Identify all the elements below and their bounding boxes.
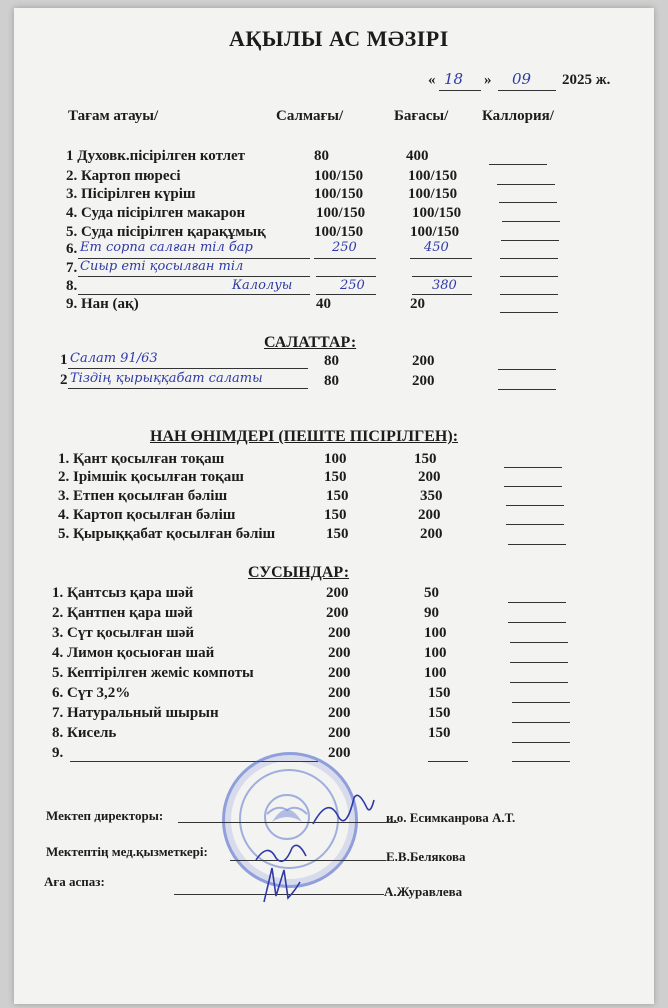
name-line — [78, 294, 310, 295]
calorie-line — [499, 202, 557, 203]
main-item-name-handwritten: Сиыр еті қосылған тіл — [80, 259, 244, 274]
handwritten-signature — [308, 786, 378, 832]
price-line — [410, 258, 472, 259]
drink-item-weight: 200 — [328, 625, 351, 641]
drink-item-weight: 200 — [328, 725, 351, 741]
drink-item-weight: 200 — [328, 645, 351, 661]
main-item-price-handwritten: 380 — [432, 278, 457, 293]
signature-role: Аға аспаз: — [44, 874, 105, 889]
weight-line — [316, 276, 376, 277]
main-item-weight: 100/150 — [314, 224, 364, 240]
salad-number: 2 — [60, 372, 68, 388]
price-line — [412, 276, 472, 277]
calorie-line — [501, 240, 559, 241]
calorie-line — [510, 642, 568, 643]
main-item-price: 100/150 — [412, 205, 462, 221]
weight-line — [316, 294, 376, 295]
header-name: Тағам атауы/ — [68, 108, 159, 124]
main-item-price: 400 — [406, 148, 429, 164]
drink-item-name: 2. Қантпен қара шәй — [52, 605, 193, 621]
drink-item-name: 4. Лимон қосыоған шай — [52, 645, 215, 661]
drink-item-name: 1. Қантсыз қара шәй — [52, 585, 194, 601]
salad-name-handwritten: Тіздің қырыққабат салаты — [70, 371, 263, 386]
bakery-item-price: 350 — [420, 488, 443, 504]
calorie-line — [512, 761, 570, 762]
drink-item-weight: 200 — [328, 745, 351, 761]
calorie-line — [512, 702, 570, 703]
drink-item-price: 150 — [428, 705, 451, 721]
calorie-line — [508, 544, 566, 545]
salad-price: 200 — [412, 373, 435, 389]
bakery-item-name: 3. Етпен қосылған бәліш — [58, 488, 228, 504]
price-line — [428, 761, 468, 762]
main-item-price: 100/150 — [408, 168, 458, 184]
bakery-item-weight: 150 — [326, 488, 349, 504]
name-line — [68, 388, 308, 389]
main-item-weight: 40 — [316, 296, 331, 312]
main-item-name: 4. Суда пісірілген макарон — [66, 205, 246, 221]
drink-item-name: 5. Кептірілген жеміс компоты — [52, 665, 254, 681]
bakery-item-name: 1. Қант қосылған тоқаш — [58, 451, 225, 467]
drink-item-weight: 200 — [326, 605, 349, 621]
drink-item-name: 7. Натуральный шырын — [52, 705, 219, 721]
drinks-title: СУСЫНДАР: — [248, 564, 350, 581]
header-calorie: Каллория/ — [482, 108, 554, 124]
drink-item-weight: 200 — [328, 705, 351, 721]
main-item-weight-handwritten: 250 — [332, 240, 357, 255]
handwritten-signature — [254, 862, 304, 908]
calorie-line — [506, 524, 564, 525]
menu-sheet — [14, 8, 654, 1004]
main-item-name-handwritten: Калолуы — [232, 278, 293, 293]
calorie-line — [500, 294, 558, 295]
bakery-item-weight: 150 — [324, 469, 347, 485]
drink-item-name: 9. — [52, 745, 64, 761]
calorie-line — [489, 164, 547, 165]
bakery-item-name: 4. Картоп қосылған бәліш — [58, 507, 236, 523]
calorie-line — [508, 602, 566, 603]
main-item-weight: 100/150 — [316, 205, 366, 221]
drink-item-weight: 200 — [328, 685, 351, 701]
drink-item-price: 50 — [424, 585, 439, 601]
salad-price: 200 — [412, 353, 435, 369]
date-day: 18 — [444, 70, 464, 88]
drink-item-price: 100 — [424, 625, 447, 641]
drink-item-price: 100 — [424, 665, 447, 681]
main-item-name: 3. Пісірілген күріш — [66, 186, 196, 202]
page-title: АҚЫЛЫ АС МӘЗІРІ — [229, 26, 449, 51]
calorie-line — [508, 622, 566, 623]
calorie-line — [498, 369, 556, 370]
main-item-weight-handwritten: 250 — [340, 278, 365, 293]
calorie-line — [500, 258, 558, 259]
date-year: 2025 ж. — [562, 72, 611, 88]
main-item-price-handwritten: 450 — [424, 240, 449, 255]
header-weight: Салмағы/ — [276, 108, 344, 124]
signature-name: Е.В.Белякова — [386, 849, 466, 864]
salad-weight: 80 — [324, 373, 339, 389]
drink-item-weight: 200 — [326, 585, 349, 601]
bakery-title: НАН ӨНІМДЕРІ (ПЕШТЕ ПІСІРІЛГЕН): — [150, 428, 459, 445]
signature-role: Мектеп директоры: — [46, 808, 164, 823]
signature-name: А.Журавлева — [384, 884, 463, 899]
calorie-line — [497, 184, 555, 185]
bakery-item-price: 200 — [418, 469, 441, 485]
main-item-weight: 80 — [314, 148, 329, 164]
calorie-line — [512, 742, 570, 743]
salad-weight: 80 — [324, 353, 339, 369]
main-item-name: 5. Суда пісірілген қарақұмық — [66, 224, 266, 240]
drink-item-name: 6. Сүт 3,2% — [52, 685, 131, 701]
bakery-item-weight: 150 — [324, 507, 347, 523]
bakery-item-name: 5. Қырыққабат қосылған бәліш — [58, 526, 276, 542]
bakery-item-price: 150 — [414, 451, 437, 467]
main-item-weight: 100/150 — [314, 168, 364, 184]
drink-item-name: 3. Сүт қосылған шәй — [52, 625, 195, 641]
bakery-item-price: 200 — [418, 507, 441, 523]
main-item-price: 100/150 — [410, 224, 460, 240]
calorie-line — [498, 389, 556, 390]
drink-item-price: 150 — [428, 685, 451, 701]
calorie-line — [502, 221, 560, 222]
main-item-name: 2. Картоп пюресі — [66, 168, 181, 184]
bakery-item-name: 2. Ірімшік қосылған тоқаш — [58, 469, 244, 485]
weight-line — [314, 258, 376, 259]
name-line — [78, 276, 310, 277]
salad-name-handwritten: Салат 91/63 — [70, 351, 158, 366]
main-item-number: 6. — [66, 241, 78, 257]
bakery-item-price: 200 — [420, 526, 443, 542]
drink-item-price: 150 — [428, 725, 451, 741]
salad-number: 1 — [60, 352, 68, 368]
date-month-line — [498, 90, 556, 91]
drink-item-price: 90 — [424, 605, 439, 621]
main-item-price: 100/150 — [408, 186, 458, 202]
calorie-line — [504, 486, 562, 487]
bakery-item-weight: 150 — [326, 526, 349, 542]
date-close-quote: » — [484, 72, 492, 88]
header-price: Бағасы/ — [394, 108, 449, 124]
signature-name: и.о. Есимканрова А.Т. — [386, 810, 516, 825]
calorie-line — [510, 662, 568, 663]
bakery-item-weight: 100 — [324, 451, 347, 467]
name-line — [68, 368, 308, 369]
calorie-line — [512, 722, 570, 723]
main-item-number: 8. — [66, 278, 78, 294]
main-item-name-handwritten: Ет сорпа салған тіл бар — [80, 240, 253, 255]
main-item-number: 7. — [66, 260, 78, 276]
price-line — [412, 294, 472, 295]
date-open-quote: « — [428, 72, 436, 88]
date-day-line — [439, 90, 481, 91]
drink-item-weight: 200 — [328, 665, 351, 681]
calorie-line — [500, 312, 558, 313]
main-item-weight: 100/150 — [314, 186, 364, 202]
drink-item-price: 100 — [424, 645, 447, 661]
calorie-line — [506, 505, 564, 506]
date-month: 09 — [512, 70, 532, 88]
main-item-name: 1 Духовк.пісірілген котлет — [66, 148, 246, 164]
drink-item-name: 8. Кисель — [52, 725, 117, 741]
calorie-line — [504, 467, 562, 468]
main-item-name: 9. Нан (ақ) — [66, 296, 139, 312]
calorie-line — [500, 276, 558, 277]
signature-role: Мектептің мед.қызметкері: — [46, 844, 208, 859]
salads-title: САЛАТТАР: — [264, 334, 357, 351]
calorie-line — [510, 682, 568, 683]
main-item-price: 20 — [410, 296, 425, 312]
